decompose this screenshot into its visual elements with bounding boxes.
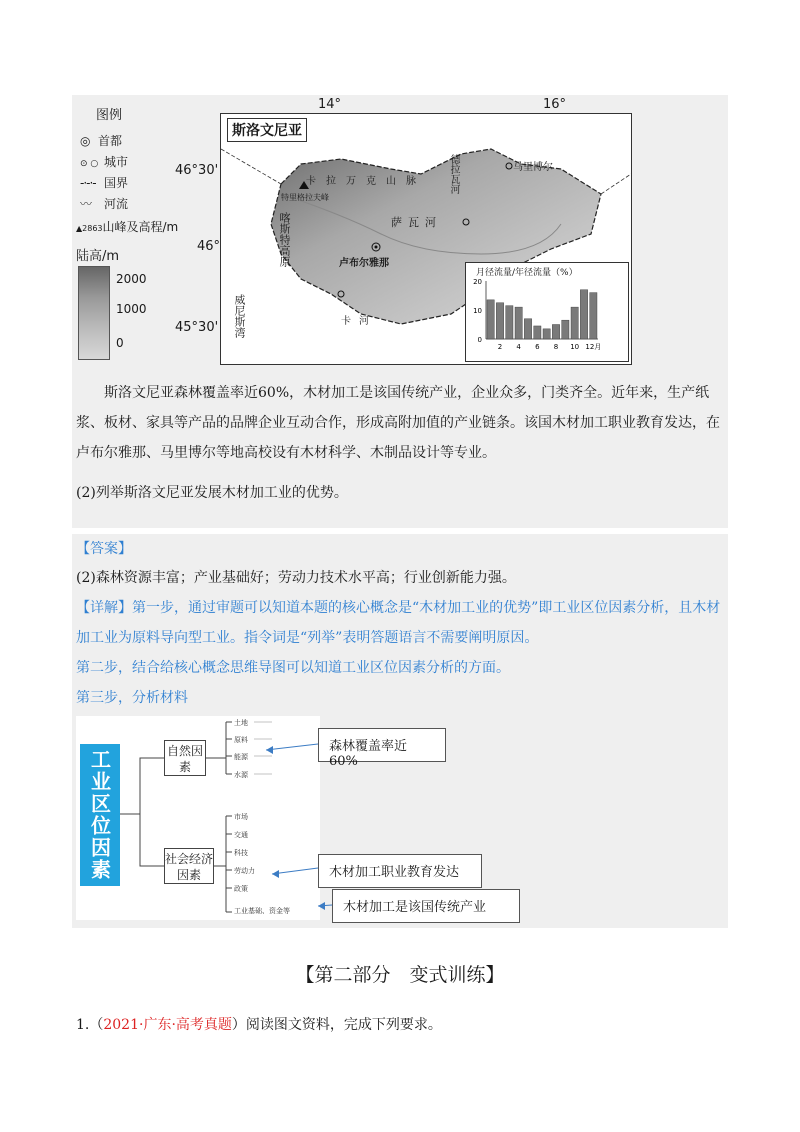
elevation-title: 陆高/m: [76, 249, 120, 264]
lon-16: 16°: [543, 97, 567, 112]
river-icon: 〰: [80, 197, 93, 211]
legend-peak: ▲2863山峰及高程/m: [76, 220, 179, 234]
runoff-bar: [496, 303, 503, 339]
label-sava: 萨瓦河: [391, 216, 442, 229]
border-icon: -·-·-: [80, 176, 96, 190]
x-tick-label: 6: [535, 343, 540, 351]
capital-marker-dot: [375, 246, 378, 249]
legend-border: -·-·- 国界: [80, 176, 129, 190]
label-ljubljana: 卢布尔雅那: [339, 258, 389, 269]
x-tick-label: 8: [553, 343, 559, 351]
elevation-tick-1000: 1000: [116, 302, 147, 316]
slovenia-map: [220, 113, 632, 365]
answer-text: (2)森林资源丰富；产业基础好；劳动力技术水平高；行业创新能力强。: [76, 570, 516, 586]
runoff-svg: [466, 277, 626, 359]
peak-icon: ▲2863: [76, 224, 103, 233]
runoff-bar: [552, 325, 559, 340]
detail-step3: 第三步，分析材料: [76, 690, 188, 706]
elevation-tick-2000: 2000: [116, 272, 147, 286]
runoff-bar: [562, 320, 569, 339]
runoff-bar: [580, 290, 587, 339]
social-item: 科技: [234, 849, 248, 857]
material-paragraph: 斯洛文尼亚森林覆盖率近60%，木材加工是该国传统产业，企业众多，门类齐全。近年来，生产纸浆、板材、家具等产品的品牌企业互动合作，形成高附加值的产业链条。该国木材加工职业教育发达，在卢布尔雅那、马里博尔等地高校设有木材科学、木制品设计等专业。: [76, 385, 720, 461]
legend-title: 图例: [96, 108, 123, 123]
elevation-scale: [78, 266, 110, 360]
runoff-bar: [506, 306, 513, 339]
runoff-bar: [524, 319, 531, 339]
legend-capital: ◎ 首都: [80, 134, 123, 148]
x-tick-label: 4: [516, 343, 521, 351]
runoff-bar: [515, 307, 522, 339]
y-tick-label: 0: [477, 336, 482, 344]
legend-river: 〰 河流: [80, 197, 129, 211]
label-drava: 德拉瓦河: [448, 154, 459, 194]
x-tick-label: 2: [497, 343, 503, 351]
detail-step2: 第二步，结合给核心概念思维导图可以知道工业区位因素分析的方面。: [76, 660, 510, 676]
y-tick-label: 20: [473, 278, 482, 286]
social-item: 政策: [234, 885, 248, 893]
chart-title: 月径流量/年径流量（%）: [476, 268, 578, 278]
label-alps: 卡拉万克山脉: [306, 176, 426, 187]
label-triglav: 特里格拉夫峰: [281, 193, 329, 202]
natural-item: 原料: [234, 736, 248, 744]
social-item: 交通: [234, 831, 248, 839]
natural-factor-node: 自然因素: [164, 740, 206, 776]
lat-46: 46°: [197, 239, 221, 254]
question-1: 1.（2021·广东·高考真题）阅读图文资料，完成下列要求。: [76, 1017, 442, 1033]
natural-item: 能源: [234, 753, 248, 761]
section-title: 【第二部分 变式训练】: [295, 964, 505, 986]
root-node: 工业区位因素: [80, 744, 120, 886]
question-source: 2021·广东·高考真题: [103, 1017, 232, 1033]
detail-tag: 【详解】: [76, 600, 132, 616]
border-line: [221, 149, 281, 184]
detail-step1: 【详解】第一步，通过审题可以知道本题的核心概念是“木材加工业的优势”即工业区位因素分析，且木材加工业为原料导向型工业。指令词是“列举”表明答题语言不需要阐明原因。: [76, 600, 721, 646]
social-item: 工业基础、资金等: [234, 907, 290, 915]
social-item: 劳动力: [234, 867, 255, 875]
natural-item: 土地: [234, 719, 248, 727]
capital-icon: ◎: [80, 134, 91, 148]
x-tick-label: 10: [570, 343, 580, 351]
lat-45-30: 45°30': [175, 320, 219, 335]
runoff-bar: [590, 293, 597, 339]
x-tick-label: 12月: [585, 343, 602, 351]
label-karst: 喀斯特高原: [278, 212, 291, 267]
natural-item: 水源: [234, 771, 248, 779]
runoff-bar: [543, 329, 550, 339]
label-krka: 卡河: [341, 316, 377, 327]
callout-education: 木材加工职业教育发达: [318, 854, 482, 888]
lon-14: 14°: [318, 97, 342, 112]
runoff-bar: [571, 307, 578, 339]
y-tick-label: 10: [473, 307, 482, 315]
social-factor-node: 社会经济因素: [164, 848, 214, 884]
label-maribor: 马里博尔: [513, 162, 553, 173]
answer-tag: 【答案】: [76, 541, 132, 557]
label-venice: 威尼斯湾: [233, 294, 246, 338]
border-line: [601, 174, 631, 194]
city-icon: ⊙ ○: [80, 159, 99, 169]
callout-forest: 森林覆盖率近60%: [318, 728, 446, 762]
lat-46-30: 46°30': [175, 163, 219, 178]
runoff-bar: [487, 300, 494, 339]
runoff-chart: [465, 262, 629, 362]
callout-tradition: 木材加工是该国传统产业: [332, 889, 520, 923]
country-title: 斯洛文尼亚: [227, 118, 307, 142]
question-2: (2)列举斯洛文尼亚发展木材加工业的优势。: [76, 485, 348, 501]
runoff-bar: [534, 326, 541, 339]
legend-city: ⊙ ○ 城市: [80, 155, 129, 169]
social-item: 市场: [234, 813, 248, 821]
elevation-tick-0: 0: [116, 336, 124, 350]
